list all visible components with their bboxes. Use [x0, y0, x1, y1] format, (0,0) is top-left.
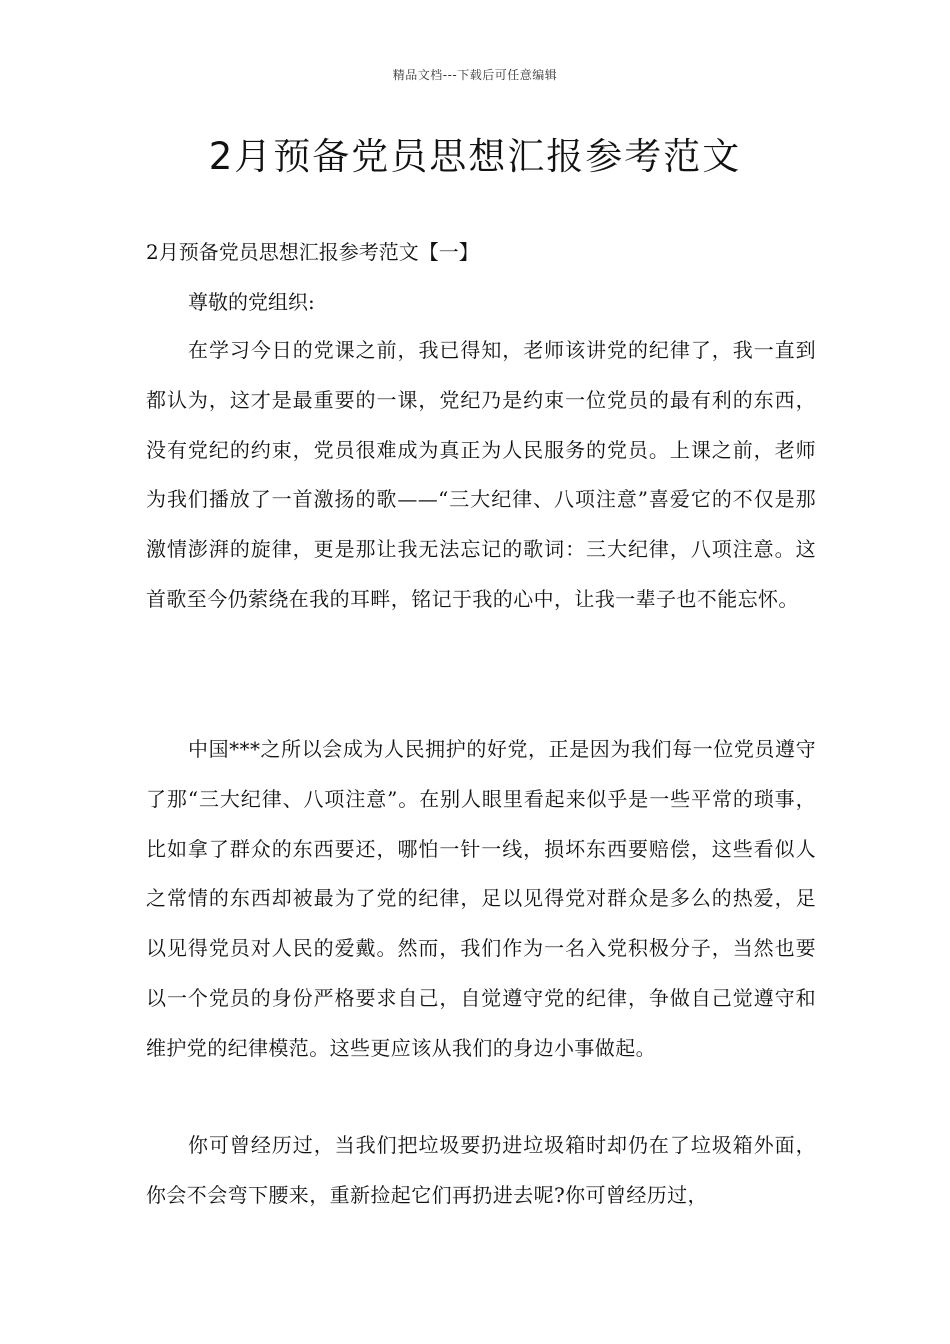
document-title: 2月预备党员思想汇报参考范文 — [208, 135, 742, 178]
body-paragraph-1: 在学习今日的党课之前，我已得知，老师该讲党的纪律了，我一直到都认为，这才是最重要的一课，党纪乃是约束一位党员的最有利的东西，没有党纪的约束，党员很难成为真正为人民服务的党员。上课之前，老师为我们播放了一首激扬的歌——“三大纪律、八项注意”喜爱它的不仅是那激情澎湃的旋律，更是那让我无法忘记的歌词：三大纪律，八项注意。这首歌至今仍萦绕在我的耳畔，铭记于我的心中，让我一辈子也不能忘怀。 — [146, 338, 816, 611]
section-heading: 2月预备党员思想汇报参考范文【一】 — [146, 240, 479, 264]
body-paragraph-2: 中国***之所以会成为人民拥护的好党，正是因为我们每一位党员遵守了那“三大纪律、八项注意”。在别人眼里看起来似乎是一些平常的琐事，比如拿了群众的东西要还，哪怕一针一线，损坏东西要赔偿，这些看似人之常情的东西却被最为了党的纪律，足以见得党对群众是多么的热爱，足以见得党员对人民的爱戴。然而，我们作为一名入党积极分子，当然也要以一个党员的身份严格要求自己，自觉遵守党的纪律，争做自己觉遵守和维护党的纪律模范。这些更应该从我们的身边小事做起。 — [146, 737, 816, 1060]
header-note: 精品文档---下载后可任意编辑 — [392, 68, 558, 82]
body-paragraph-3: 你可曾经历过，当我们把垃圾要扔进垃圾箱时却仍在了垃圾箱外面，你会不会弯下腰来，重新捡起它们再扔进去呢?你可曾经历过， — [146, 1133, 816, 1207]
salutation: 尊敬的党组织: — [188, 290, 315, 314]
